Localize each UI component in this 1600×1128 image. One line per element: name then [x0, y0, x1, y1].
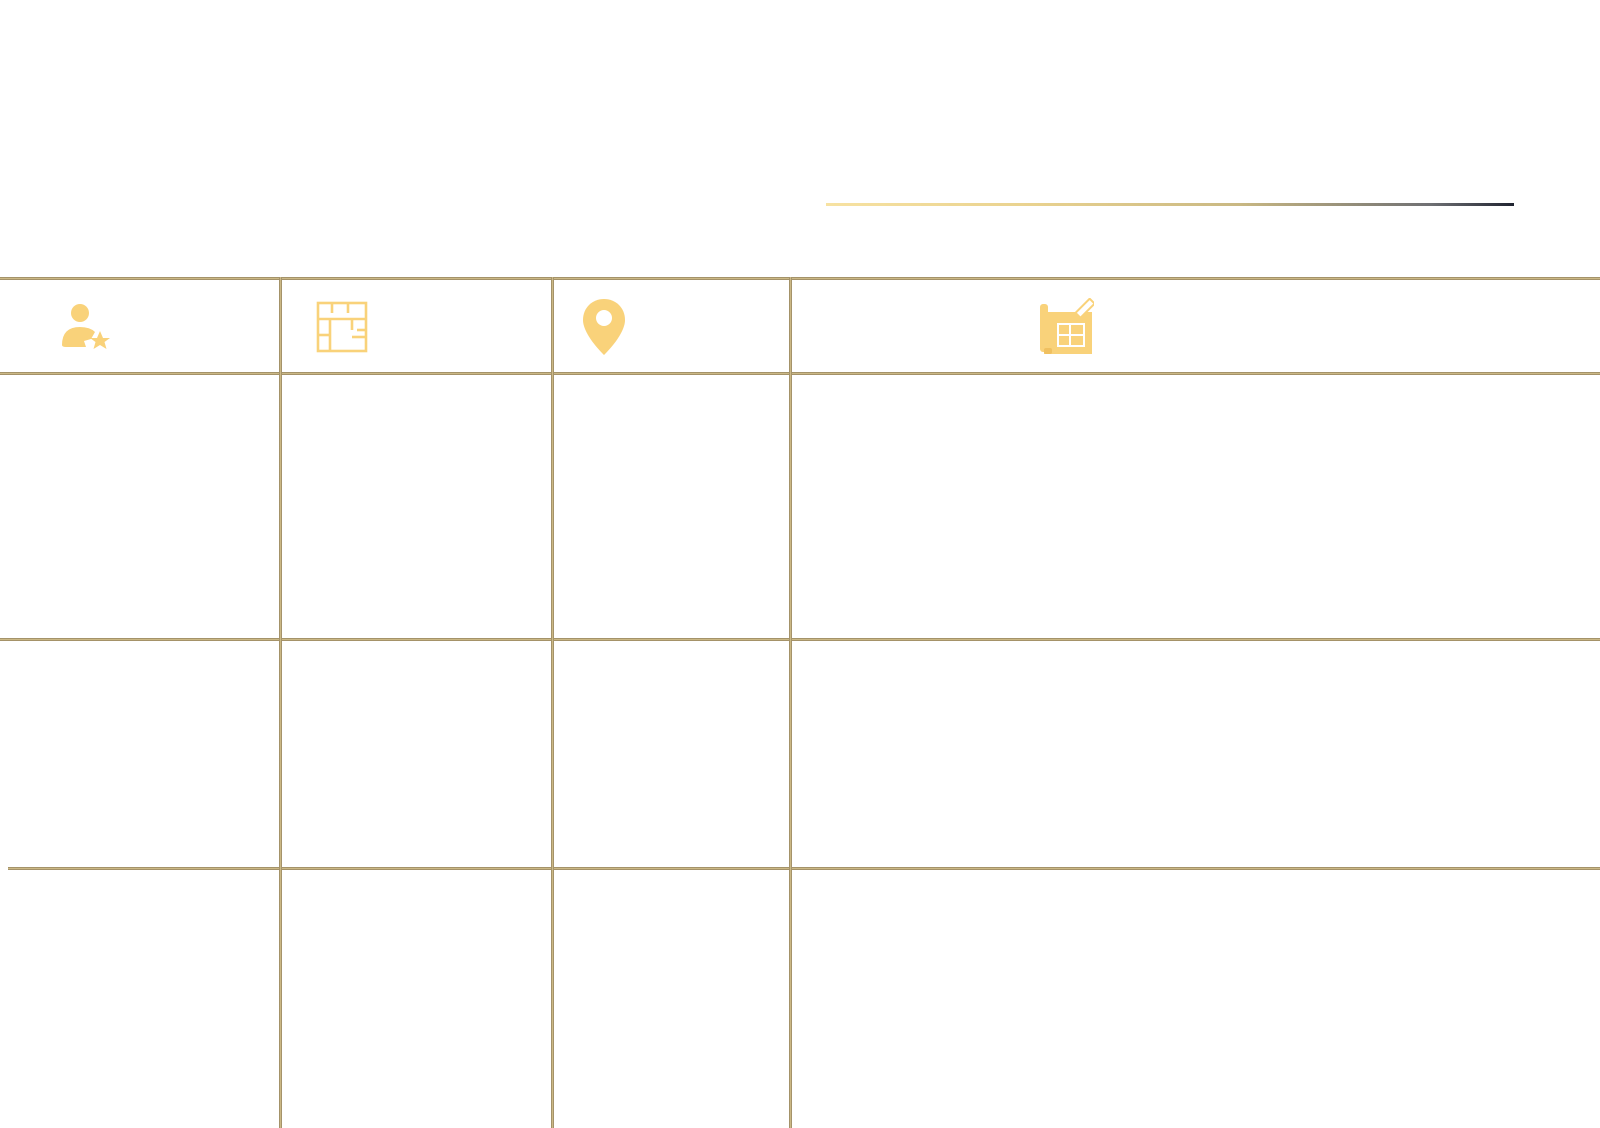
table-top-border	[0, 277, 1600, 280]
table-row-3-cell-4	[792, 870, 1600, 1128]
location-pin-icon	[581, 297, 627, 357]
column-header-design	[1038, 281, 1438, 372]
table-row-1-cell-3	[554, 375, 789, 638]
table-row-2-cell-3	[554, 641, 789, 867]
table-row-2-cell-4	[792, 641, 1600, 867]
table-row-1-cell-4	[792, 375, 1600, 638]
column-header-location	[581, 281, 781, 372]
table-row-3-cell-1	[0, 870, 279, 1128]
column-header-owner	[60, 281, 270, 372]
table-row-3-cell-3	[554, 870, 789, 1128]
floor-plan-icon	[315, 300, 369, 354]
user-star-icon	[60, 301, 112, 353]
blueprint-pencil-icon	[1038, 298, 1094, 356]
table-row-2-cell-2	[282, 641, 551, 867]
table-row-1-cell-1	[0, 375, 279, 638]
table-row-1-cell-2	[282, 375, 551, 638]
table-row-3-cell-2	[282, 870, 551, 1128]
table-row-2-cell-1	[0, 641, 279, 867]
column-header-floor-plan	[315, 281, 540, 372]
